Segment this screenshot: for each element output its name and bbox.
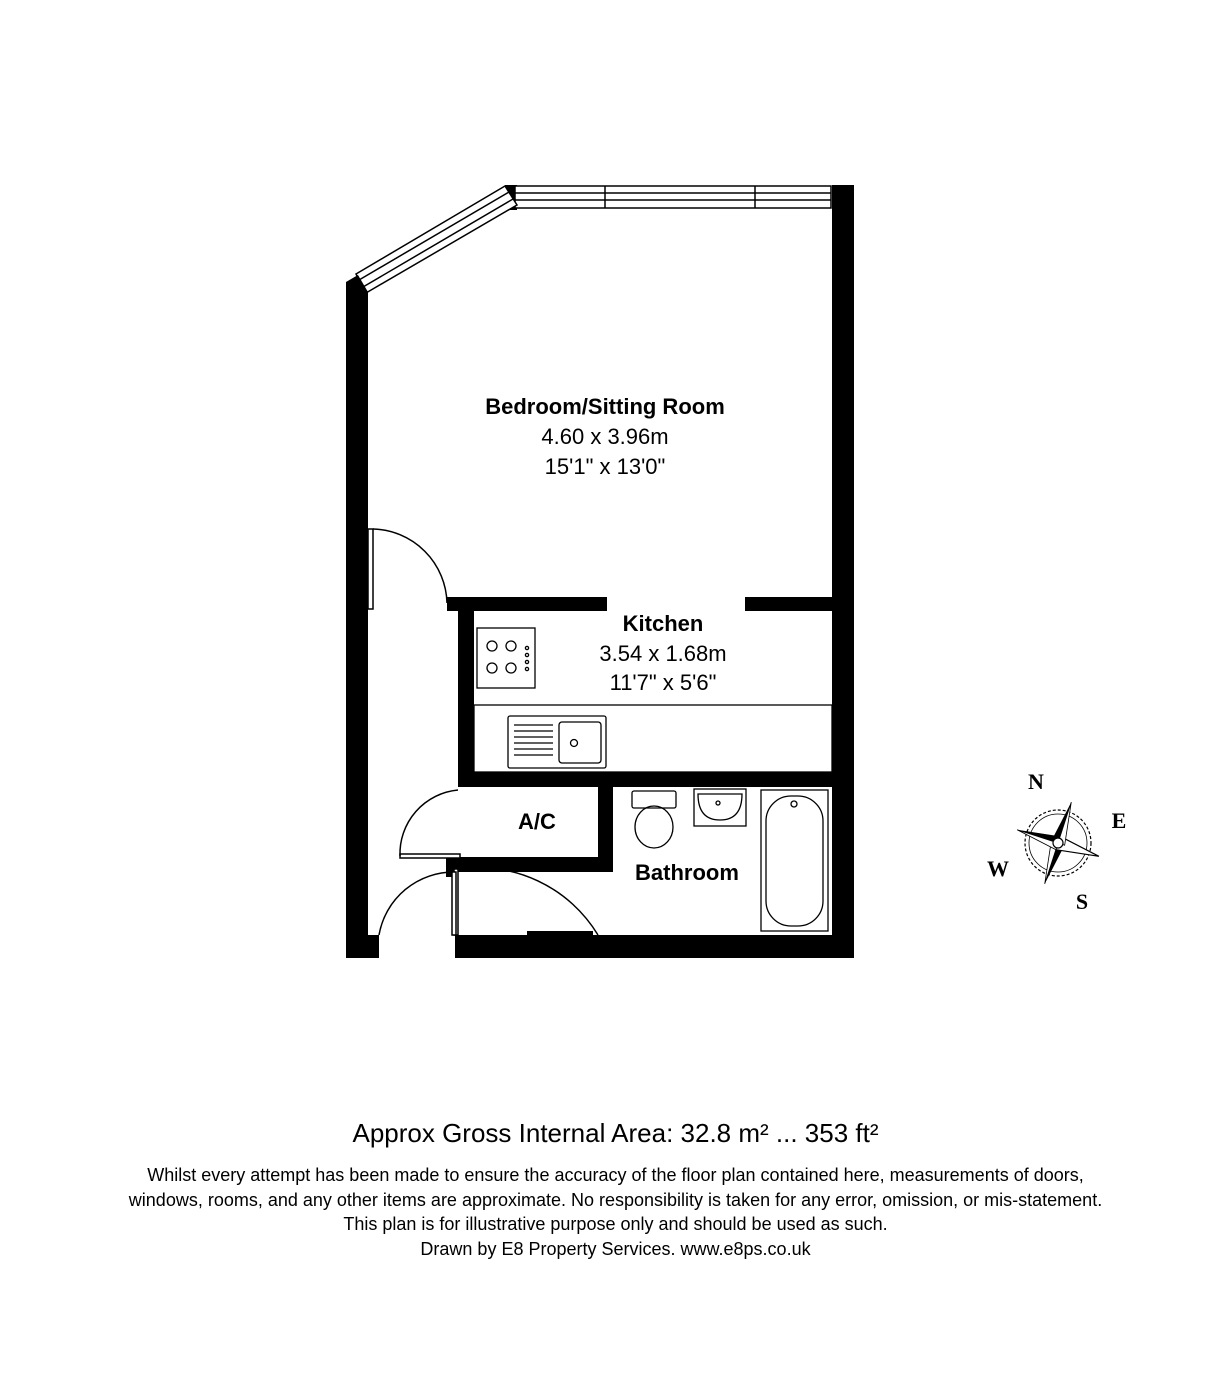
wall-bottom-right [455,935,854,958]
room-label-bathroom: Bathroom [635,860,739,885]
disclaimer-line: Whilst every attempt has been made to ensure the accuracy of the floor plan contained here, measurements of doors, [147,1165,1084,1185]
room-label-kitchen [599,611,726,695]
disclaimer-line: This plan is for illustrative purpose only and should be used as such. [343,1214,888,1234]
room-label-bedroom [485,394,725,479]
window-top [515,186,831,208]
compass-east-label: E [1111,808,1127,833]
disclaimer [0,1163,1231,1261]
door-ac [400,790,460,858]
door-bedroom [368,529,447,609]
kitchen-worktop [474,705,832,772]
compass-south-label: S [1075,889,1089,914]
wall-left [346,282,368,958]
disclaimer-credit: Drawn by E8 Property Services. www.e8ps.co.uk [420,1238,811,1259]
toilet-icon [632,791,676,848]
compass-north-label: N [1028,769,1044,794]
bathroom-threshold [527,931,593,936]
window-diagonal [346,186,517,300]
room-dimension-metric: 3.54 x 1.68m [599,641,727,666]
disclaimer-line: windows, rooms, and any other items are approximate. No responsibility is taken for any error, omission, or mis-statement. [128,1189,1103,1210]
room-dimension-metric: 4.60 x 3.96m [541,424,669,449]
bathtub-icon [761,790,828,931]
ac-wall-bottom [458,857,613,872]
room-dimension-imperial: 11'7" x 5'6" [609,670,717,695]
gross-internal-area: Approx Gross Internal Area: 32.8 m² ... 353 ft² [352,1118,879,1148]
compass-rose-icon [1004,789,1112,897]
door-bathroom [454,868,598,935]
kitchen-wall-left [458,597,474,787]
wall-right [832,185,854,958]
room-name: Kitchen [622,611,704,636]
room-label-ac: A/C [518,809,556,834]
interior-walls [446,597,832,877]
hob-icon [477,628,535,688]
compass-west-label: W [987,856,1009,881]
kitchen-wall-top-right [745,597,832,611]
wash-basin-icon [694,789,746,826]
room-name: Bedroom/Sitting Room [485,394,725,419]
bathroom-wall-top [458,772,832,787]
kitchen-sink-icon [508,716,606,768]
room-dimension-imperial: 15'1" x 13'0" [544,454,666,479]
door-entrance [379,872,456,935]
wall-bottom-left [346,935,379,958]
